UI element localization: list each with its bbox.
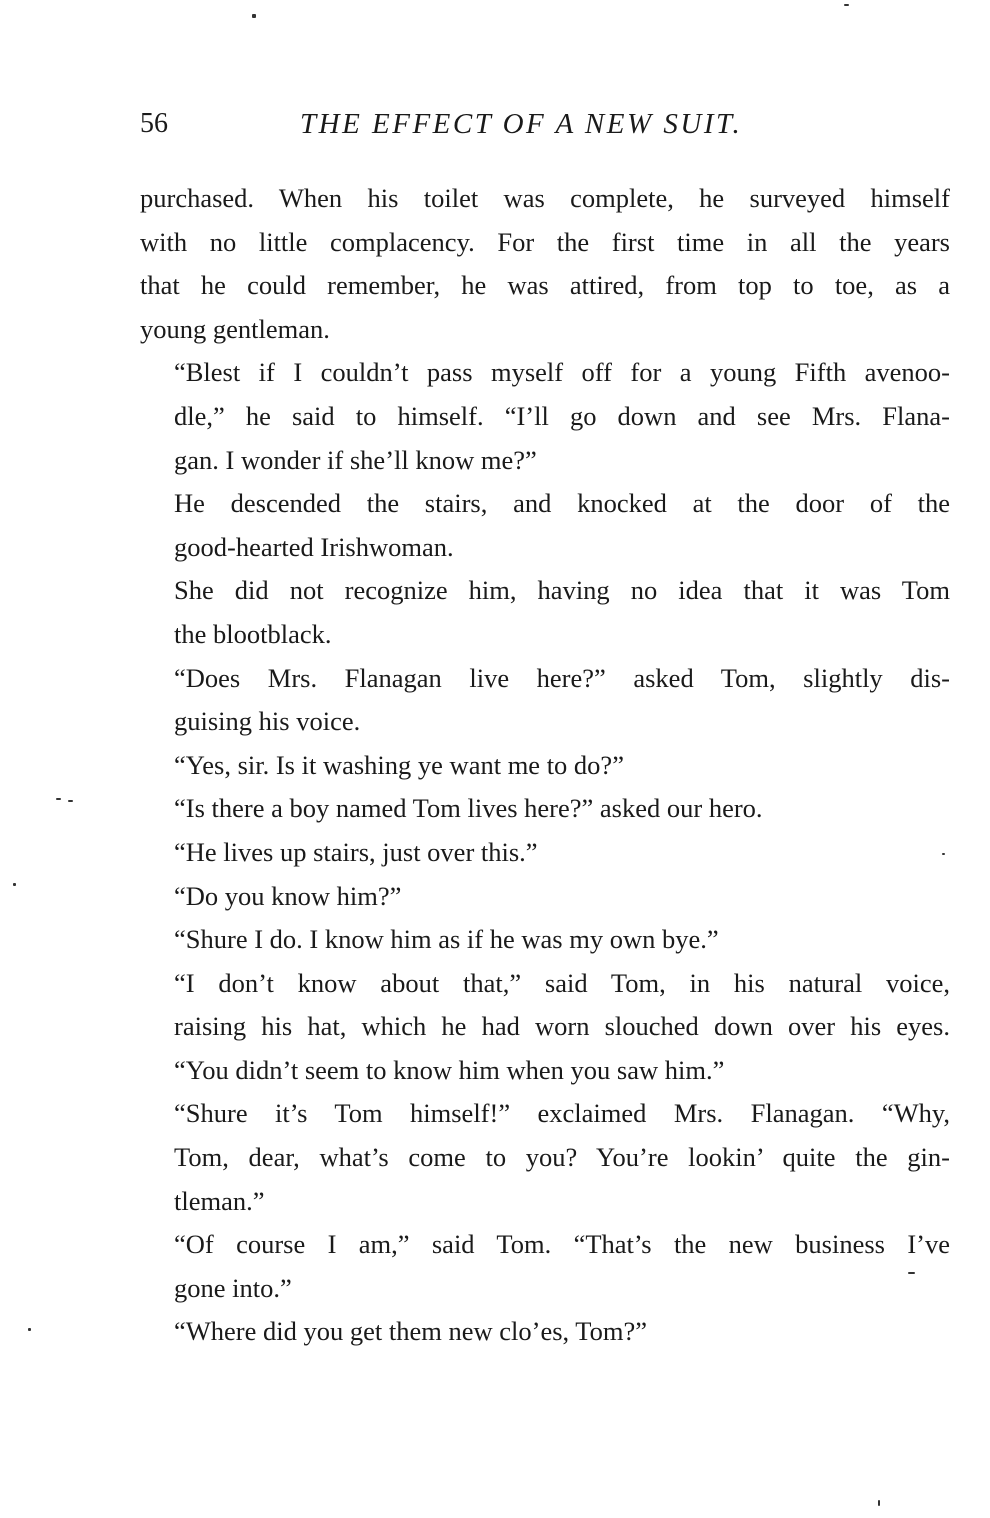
text-line: good-hearted Irishwoman. <box>174 531 454 562</box>
text-line: “Of course I am,” said Tom. “That’s the new business I’ve <box>174 1229 950 1260</box>
paragraph <box>140 1223 950 1310</box>
scan-speck <box>252 14 256 18</box>
text-line: “Shure I do. I know him as if he was my own bye.” <box>174 924 719 955</box>
scan-speck <box>844 4 849 6</box>
scan-speck <box>68 800 73 802</box>
text-line: with no little complacency. For the first time in all the years <box>140 226 950 257</box>
scan-speck <box>13 883 16 886</box>
paragraph <box>140 482 950 569</box>
text-line: purchased. When his toilet was complete, he surveyed himself <box>140 183 950 213</box>
paragraph <box>140 918 950 962</box>
text-line: “You didn’t seem to know him when you saw him.” <box>174 1054 725 1085</box>
text-line: gan. I wonder if she’ll know me?” <box>174 444 537 475</box>
paragraph <box>140 962 950 1093</box>
text-line: “Where did you get them new clo’es, Tom?” <box>174 1316 648 1347</box>
text-line: “He lives up stairs, just over this.” <box>174 836 538 867</box>
paragraph <box>140 1092 950 1223</box>
text-line: “I don’t know about that,” said Tom, in his natural voice, <box>174 967 950 998</box>
paragraph <box>140 744 950 788</box>
paragraph <box>140 787 950 831</box>
text-line: “Blest if I couldn’t pass myself off for a young Fifth avenoo- <box>174 357 950 388</box>
paragraph <box>140 831 950 875</box>
text-line: that he could remember, he was attired, from top to toe, as a <box>140 270 950 301</box>
text-line: guising his voice. <box>174 706 361 737</box>
text-line: “Does Mrs. Flanagan live here?” asked Tom, slightly dis- <box>174 662 950 693</box>
text-line: young gentleman. <box>140 313 330 344</box>
page-number: 56 <box>140 108 168 139</box>
text-line: He descended the stairs, and knocked at the door of the <box>174 488 950 519</box>
text-line: “Is there a boy named Tom lives here?” asked our hero. <box>174 793 763 824</box>
text-line: “Shure it’s Tom himself!” exclaimed Mrs. Flanagan. “Why, <box>174 1098 950 1129</box>
text-line: “Yes, sir. Is it washing ye want me to do?” <box>174 749 624 780</box>
paragraph <box>140 657 950 744</box>
text-line: She did not recognize him, having no idea that it was Tom <box>174 575 950 606</box>
paragraph <box>140 569 950 656</box>
text-line: gone into.” <box>174 1272 292 1303</box>
text-line: “Do you know him?” <box>174 880 402 911</box>
scan-speck <box>28 1328 31 1331</box>
scan-speck <box>908 1272 915 1274</box>
scan-speck <box>878 1500 880 1506</box>
scan-speck <box>56 798 61 800</box>
text-line: the blootblack. <box>174 618 332 649</box>
body-text <box>140 177 950 1354</box>
scan-speck <box>942 853 945 855</box>
page-header <box>140 102 952 146</box>
text-line: dle,” he said to himself. “I’ll go down and see Mrs. Flana- <box>174 400 950 431</box>
text-line: tleman.” <box>174 1185 265 1216</box>
paragraph <box>140 875 950 919</box>
paragraph <box>140 177 950 351</box>
paragraph <box>140 351 950 482</box>
text-line: raising his hat, which he had worn slouched down over his eyes. <box>174 1011 950 1042</box>
paragraph <box>140 1310 950 1354</box>
running-title: THE EFFECT OF A NEW SUIT. <box>300 108 743 140</box>
text-line: Tom, dear, what’s come to you? You’re lookin’ quite the gin- <box>174 1142 950 1173</box>
